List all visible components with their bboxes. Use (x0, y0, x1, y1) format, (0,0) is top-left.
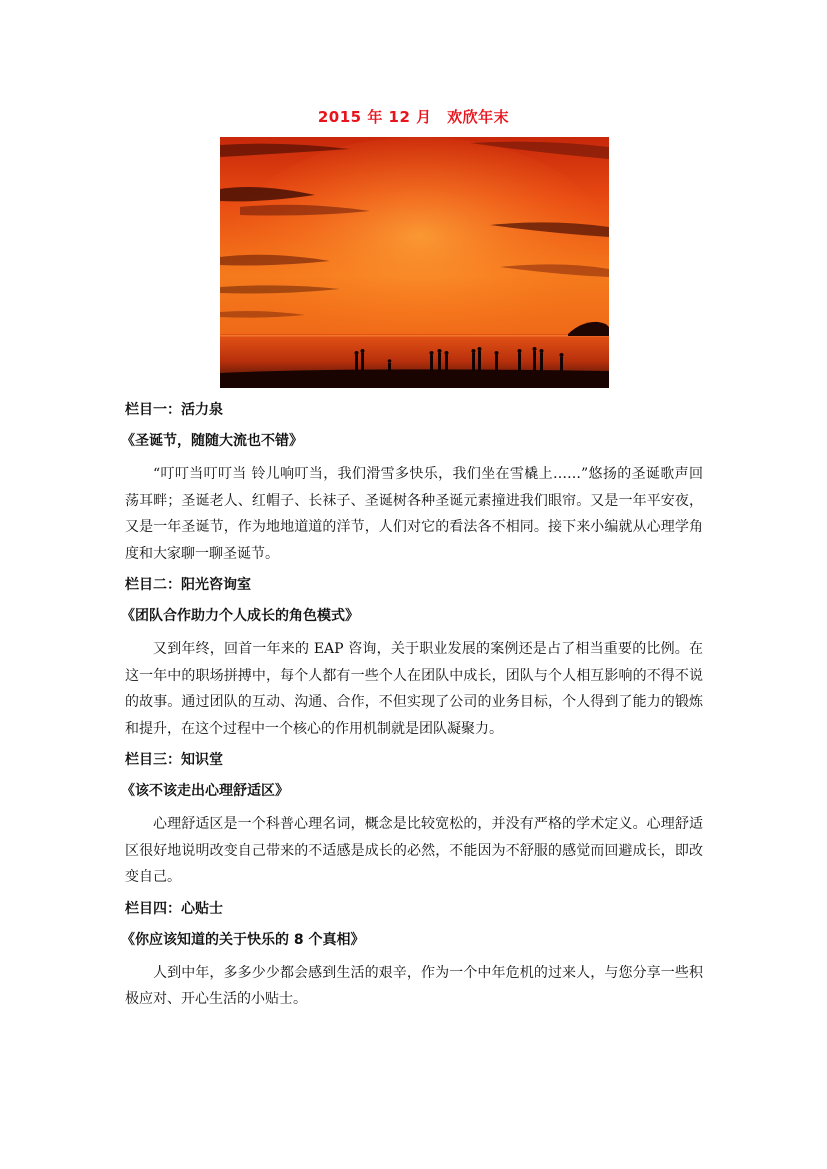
section-label: 栏目二：阳光咨询室 (125, 577, 251, 593)
section-1 (121, 400, 703, 567)
section-label: 栏目一：活力泉 (125, 402, 223, 418)
section-label: 栏目三：知识堂 (125, 752, 223, 768)
section-4 (121, 899, 703, 1013)
article-summary: 又到年终，回首一年来的 EAP 咨询，关于职业发展的案例还是占了相当重要的比例。在这一年中的职场拼搏中，每个人都有一些个人在团队中成长，团队与个人相互影响的不得不说的故事。通过团队的互动、沟通、合作，不但实现了公司的业务目标，个人得到了能力的锻炼和提升，在这个过程中一个核心的作用机制就是团队凝聚力。 (125, 641, 703, 737)
article-title: 《圣诞节，随随大流也不错》 (121, 433, 303, 449)
article-summary: “叮叮当叮叮当 铃儿响叮当，我们滑雪多快乐，我们坐在雪橇上……”悠扬的圣诞歌声回荡耳畔；圣诞老人、红帽子、长袜子、圣诞树各种圣诞元素撞进我们眼帘。又是一年平安夜，又是一年圣诞节，作为地地道道的洋节，人们对它的看法各不相同。接下来小编就从心理学角度和大家聊一聊圣诞节。 (125, 466, 703, 562)
article-title: 《你应该知道的关于快乐的 8 个真相》 (121, 931, 365, 948)
article-summary: 心理舒适区是一个科普心理名词，概念是比较宽松的，并没有严格的学术定义。心理舒适区很好地说明改变自己带来的不适感是成长的必然，不能因为不舒服的感觉而回避成长，即改变自己。 (125, 816, 703, 885)
sunset-photo (220, 137, 609, 388)
section-2 (121, 575, 703, 742)
article-summary: 人到中年，多多少少都会感到生活的艰辛，作为一个中年危机的过来人，与您分享一些积极应对、开心生活的小贴士。 (125, 964, 703, 1007)
page-title: 2015 年 12 月 欢欣年末 (317, 108, 510, 126)
section-label: 栏目四：心贴士 (125, 900, 223, 917)
article-title: 《团队合作助力个人成长的角色模式》 (121, 608, 359, 624)
section-3 (121, 750, 703, 891)
article-list (121, 400, 703, 1021)
article-title: 《该不该走出心理舒适区》 (121, 783, 289, 799)
